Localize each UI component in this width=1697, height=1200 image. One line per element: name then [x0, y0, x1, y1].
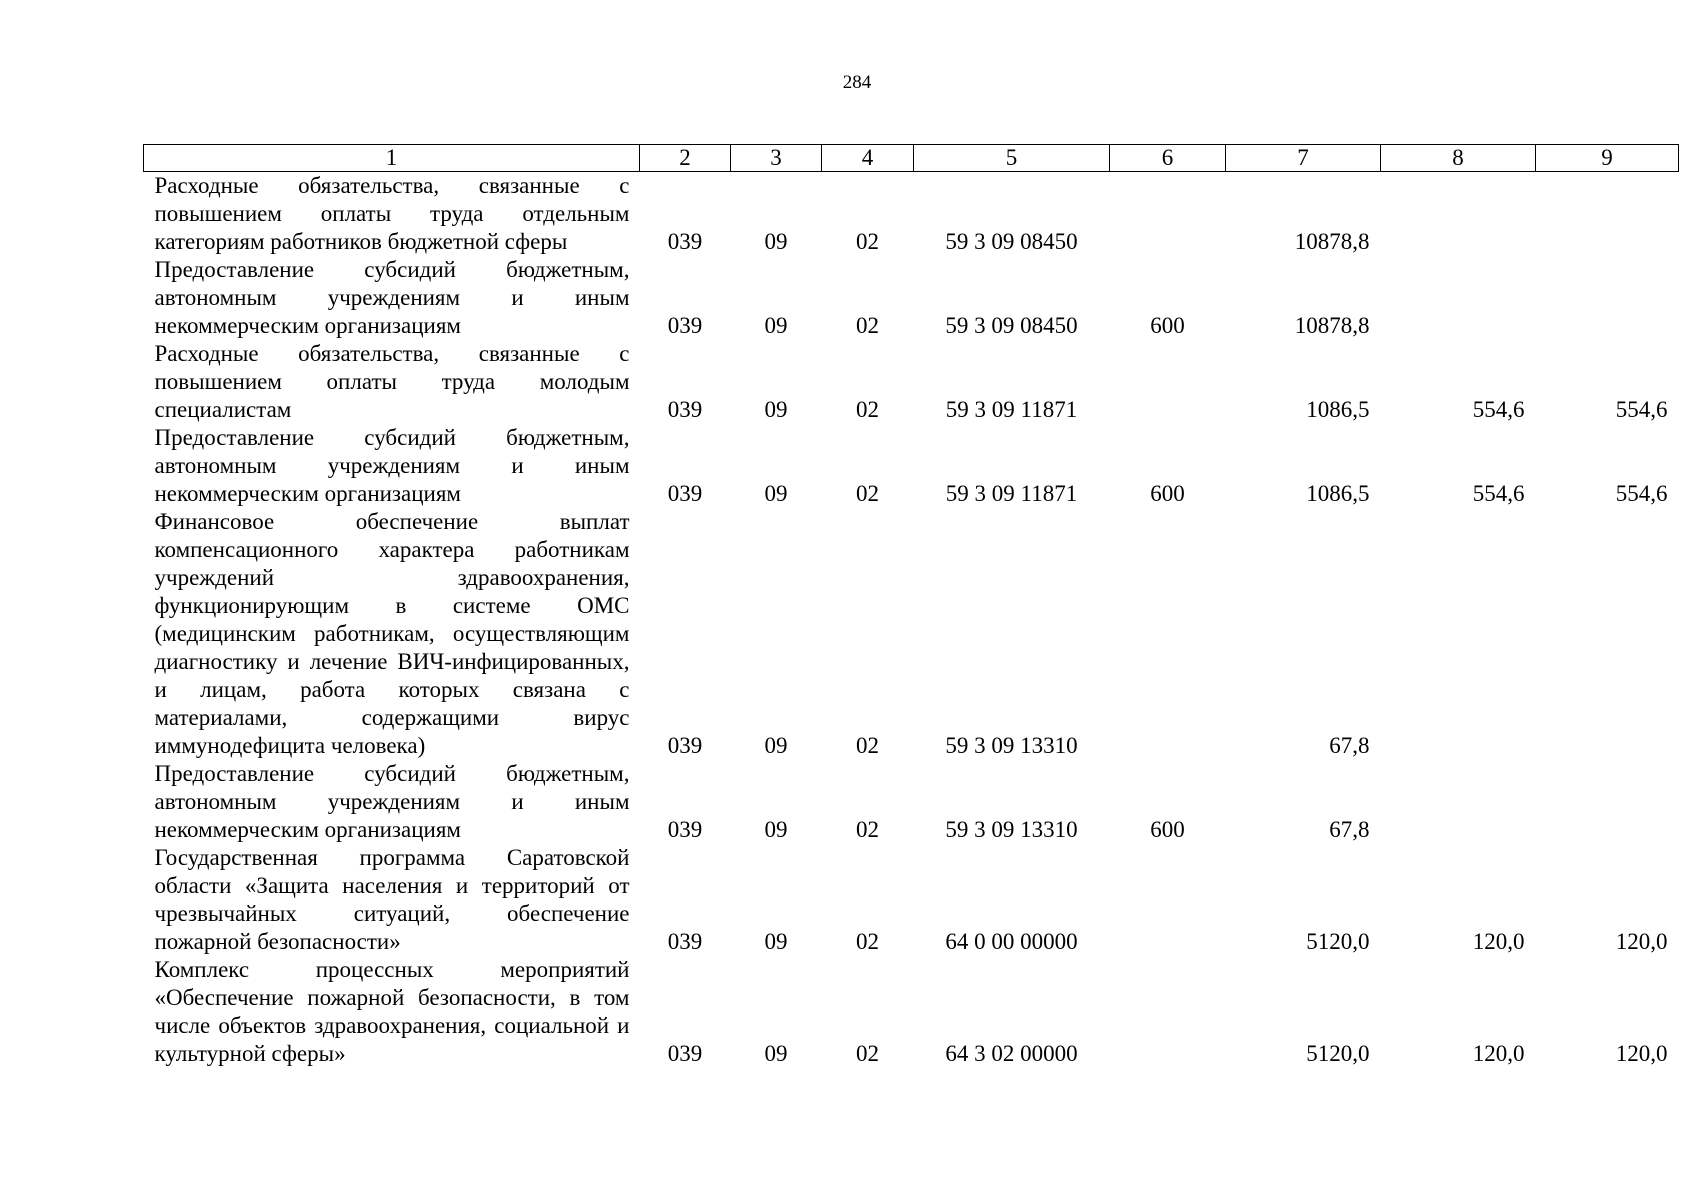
section-code-cell: 09 — [764, 481, 788, 506]
table-row — [144, 760, 1679, 844]
ved-code-cell: 039 — [667, 397, 703, 422]
expense-type-cell — [1110, 844, 1226, 956]
column-header: 1 — [144, 145, 640, 172]
expense-type-cell: 600 — [1150, 817, 1185, 842]
ved-code-cell: 039 — [667, 229, 703, 254]
amount-cell: 5120,0 — [1306, 929, 1370, 954]
table-row — [144, 844, 1679, 956]
amount-cell — [1381, 508, 1536, 760]
amount-cell: 10878,8 — [1294, 313, 1370, 338]
expense-type-cell: 600 — [1150, 313, 1185, 338]
expense-type-cell: 600 — [1150, 481, 1185, 506]
amount-cell: 120,0 — [1472, 929, 1525, 954]
table-row — [144, 256, 1679, 340]
subsection-code-cell: 02 — [856, 481, 879, 506]
page-number: 284 — [842, 72, 872, 93]
section-code-cell: 09 — [764, 397, 788, 422]
row-name-cell: Предоставление субсидий бюджетным, автономным учреждениям и иным некоммерческим организациям — [154, 425, 630, 506]
subsection-code-cell: 02 — [856, 733, 879, 758]
target-article-cell: 64 0 00 00000 — [945, 929, 1078, 954]
ved-code-cell: 039 — [667, 929, 703, 954]
amount-cell: 554,6 — [1615, 397, 1668, 422]
amount-cell: 554,6 — [1472, 481, 1525, 506]
section-code-cell: 09 — [764, 313, 788, 338]
target-article-cell: 59 3 09 08450 — [945, 313, 1078, 338]
header-row — [144, 145, 1679, 172]
amount-cell: 67,8 — [1329, 733, 1370, 758]
table-row — [144, 424, 1679, 508]
subsection-code-cell: 02 — [856, 1041, 879, 1066]
row-name-cell: Предоставление субсидий бюджетным, автономным учреждениям и иным некоммерческим организациям — [154, 761, 630, 842]
target-article-cell: 64 3 02 00000 — [945, 1041, 1078, 1066]
amount-cell: 554,6 — [1472, 397, 1525, 422]
column-header: 9 — [1536, 145, 1679, 172]
amount-cell — [1536, 256, 1679, 340]
section-code-cell: 09 — [764, 817, 788, 842]
row-name-cell: Расходные обязательства, связанные с повышением оплаты труда молодым специалистам — [154, 341, 630, 422]
ved-code-cell: 039 — [667, 481, 703, 506]
budget-table — [143, 144, 1679, 1068]
expense-type-cell — [1110, 508, 1226, 760]
table-row — [144, 340, 1679, 424]
table-body — [144, 172, 1679, 1069]
expense-type-cell — [1110, 956, 1226, 1068]
section-code-cell: 09 — [764, 929, 788, 954]
expense-type-cell — [1110, 172, 1226, 257]
column-header: 6 — [1110, 145, 1226, 172]
ved-code-cell: 039 — [667, 1041, 703, 1066]
subsection-code-cell: 02 — [856, 817, 879, 842]
column-header: 3 — [731, 145, 822, 172]
subsection-code-cell: 02 — [856, 929, 879, 954]
target-article-cell: 59 3 09 13310 — [945, 817, 1078, 842]
amount-cell — [1536, 172, 1679, 257]
amount-cell — [1536, 508, 1679, 760]
amount-cell: 554,6 — [1615, 481, 1668, 506]
section-code-cell: 09 — [764, 733, 788, 758]
ved-code-cell: 039 — [667, 733, 703, 758]
amount-cell — [1381, 172, 1536, 257]
amount-cell: 120,0 — [1472, 1041, 1525, 1066]
row-name-cell: Комплекс процессных мероприятий «Обеспечение пожарной безопасности, в том числе объектов здравоохранения, социальной и культурной сферы» — [154, 957, 630, 1066]
column-header: 8 — [1381, 145, 1536, 172]
table-row — [144, 956, 1679, 1068]
amount-cell: 1086,5 — [1306, 397, 1370, 422]
subsection-code-cell: 02 — [856, 229, 879, 254]
target-article-cell: 59 3 09 13310 — [945, 733, 1078, 758]
table-row — [144, 508, 1679, 760]
column-header: 2 — [640, 145, 731, 172]
target-article-cell: 59 3 09 08450 — [945, 229, 1078, 254]
amount-cell — [1536, 760, 1679, 844]
target-article-cell: 59 3 09 11871 — [945, 397, 1078, 422]
expense-type-cell — [1110, 340, 1226, 424]
amount-cell: 10878,8 — [1294, 229, 1370, 254]
amount-cell: 120,0 — [1615, 929, 1668, 954]
amount-cell: 5120,0 — [1306, 1041, 1370, 1066]
row-name-cell: Государственная программа Саратовской области «Защита населения и территорий от чрезвычайных ситуаций, обеспечение пожарной безопасности» — [154, 845, 630, 954]
amount-cell: 1086,5 — [1306, 481, 1370, 506]
row-name-cell: Расходные обязательства, связанные с повышением оплаты труда отдельным категориям работников бюджетной сферы — [154, 173, 630, 254]
ved-code-cell: 039 — [667, 313, 703, 338]
row-name-cell: Финансовое обеспечение выплат компенсационного характера работникам учреждений здравоохранения, функционирующим в системе ОМС (медицинским работникам, осуществляющим диагностику и лечение ВИЧ-инфицированных, и лицам, работа которых связана с материалами, содержащими вирус иммунодефицита человека) — [154, 509, 630, 758]
column-header: 4 — [822, 145, 914, 172]
table-row — [144, 172, 1679, 257]
amount-cell: 120,0 — [1615, 1041, 1668, 1066]
target-article-cell: 59 3 09 11871 — [945, 481, 1078, 506]
amount-cell — [1381, 256, 1536, 340]
column-header: 7 — [1226, 145, 1381, 172]
column-header: 5 — [914, 145, 1110, 172]
subsection-code-cell: 02 — [856, 397, 879, 422]
amount-cell — [1381, 760, 1536, 844]
subsection-code-cell: 02 — [856, 313, 879, 338]
amount-cell: 67,8 — [1329, 817, 1370, 842]
section-code-cell: 09 — [764, 229, 788, 254]
ved-code-cell: 039 — [667, 817, 703, 842]
section-code-cell: 09 — [764, 1041, 788, 1066]
row-name-cell: Предоставление субсидий бюджетным, автономным учреждениям и иным некоммерческим организациям — [154, 257, 630, 338]
